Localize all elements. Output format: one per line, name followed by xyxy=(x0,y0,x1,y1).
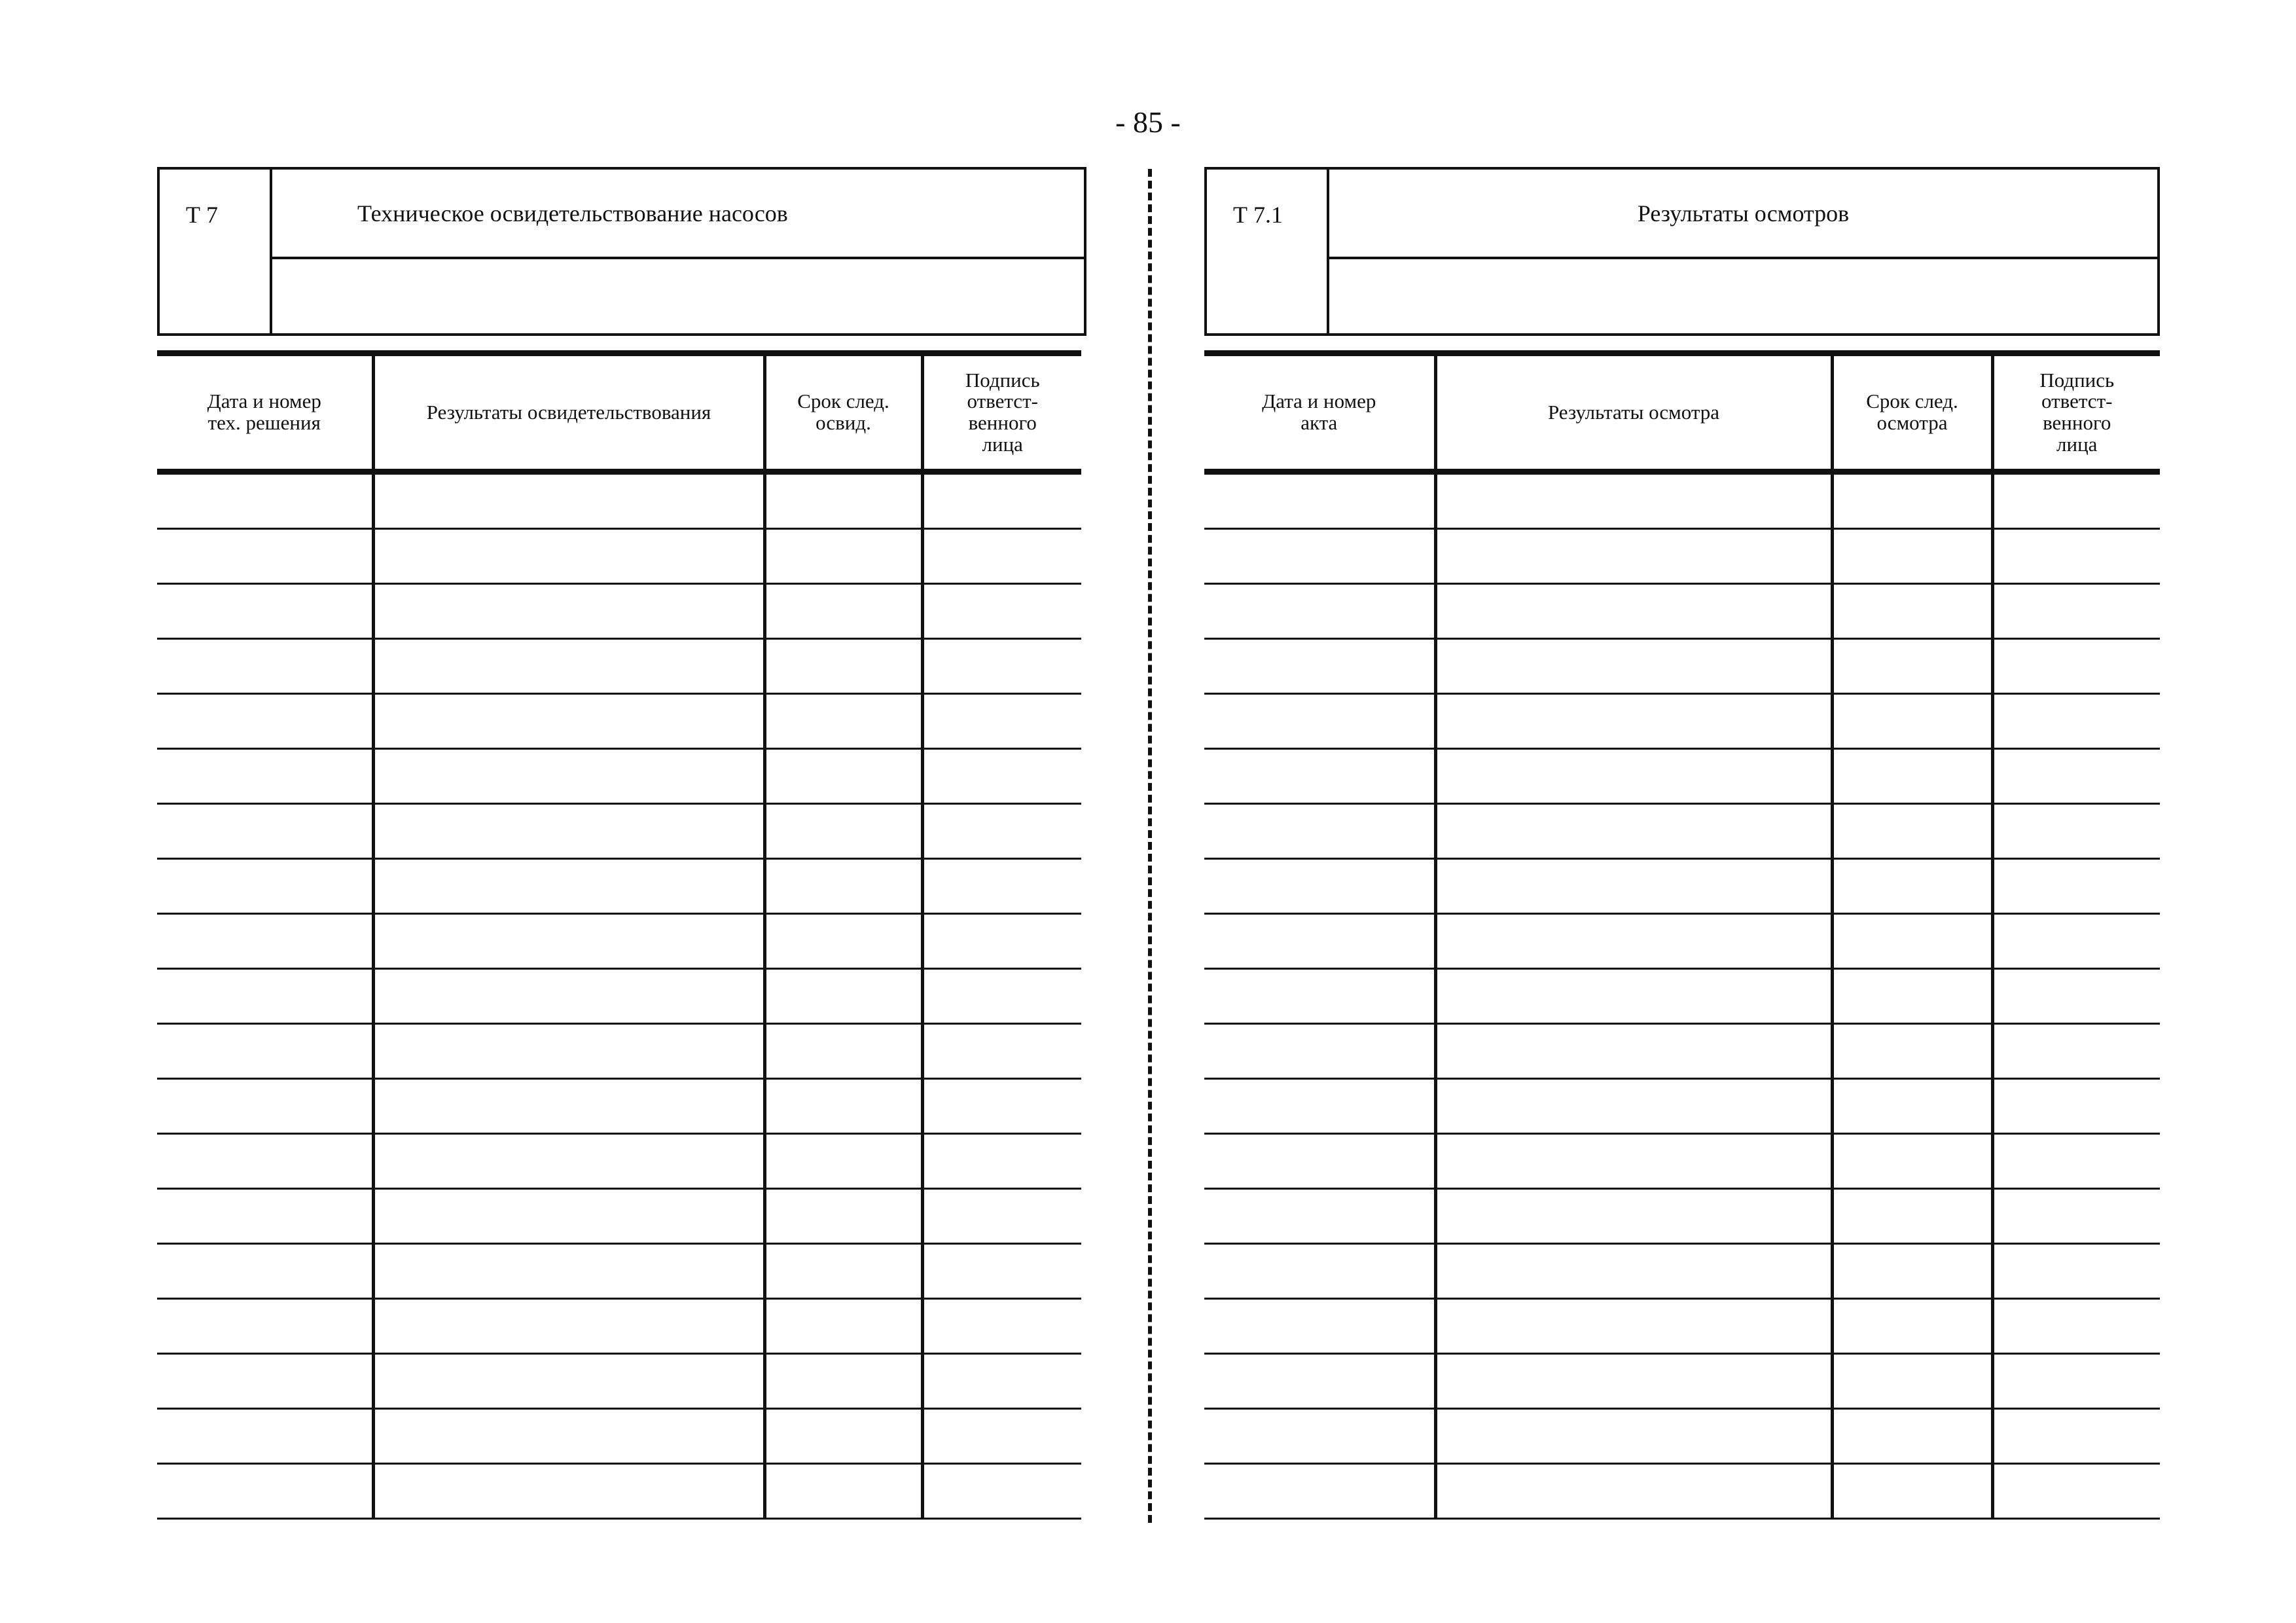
blank-cell[interactable] xyxy=(1435,859,1832,914)
inspection-log-table xyxy=(157,350,1081,1520)
blank-cell[interactable] xyxy=(1992,1464,2160,1519)
column-header-results: Результаты осмотра xyxy=(1435,354,1832,472)
blank-cell[interactable] xyxy=(1204,804,1435,859)
blank-cell[interactable] xyxy=(764,1024,922,1079)
blank-cell[interactable] xyxy=(1435,1354,1832,1409)
table-row xyxy=(157,749,1081,804)
blank-cell[interactable] xyxy=(1992,529,2160,584)
table-row xyxy=(1204,1244,2160,1299)
blank-cell[interactable] xyxy=(157,1409,373,1464)
column-header-signature: Подпись ответст- венного лица xyxy=(922,354,1081,472)
page-number: - 85 - xyxy=(1115,105,1181,139)
blank-cell[interactable] xyxy=(1435,1134,1832,1189)
blank-cell[interactable] xyxy=(157,1299,373,1354)
form-code: Т 7.1 xyxy=(1207,170,1329,333)
page-fold-divider xyxy=(1148,169,1152,1523)
table-row xyxy=(1204,804,2160,859)
blank-cell[interactable] xyxy=(157,1244,373,1299)
column-header-signature: Подпись ответст- венного лица xyxy=(1992,354,2160,472)
blank-cell[interactable] xyxy=(373,859,764,914)
blank-cell[interactable] xyxy=(157,472,373,529)
form-t7 xyxy=(157,167,1086,456)
table-body xyxy=(157,472,1081,1519)
blank-cell[interactable] xyxy=(373,1134,764,1189)
table-row xyxy=(1204,584,2160,639)
blank-cell[interactable] xyxy=(922,749,1081,804)
blank-cell[interactable] xyxy=(373,749,764,804)
column-header-next-date: Срок след. освид. xyxy=(764,354,922,472)
blank-cell[interactable] xyxy=(157,969,373,1024)
blank-cell[interactable] xyxy=(1832,1024,1992,1079)
table-row xyxy=(157,529,1081,584)
table-row xyxy=(1204,472,2160,529)
blank-cell[interactable] xyxy=(922,1409,1081,1464)
table-row xyxy=(157,1024,1081,1079)
blank-cell[interactable] xyxy=(157,804,373,859)
blank-cell[interactable] xyxy=(764,472,922,529)
blank-cell[interactable] xyxy=(1992,914,2160,969)
blank-cell[interactable] xyxy=(1204,529,1435,584)
blank-cell[interactable] xyxy=(1832,1409,1992,1464)
blank-cell[interactable] xyxy=(764,1409,922,1464)
blank-cell[interactable] xyxy=(373,529,764,584)
blank-cell[interactable] xyxy=(1832,804,1992,859)
blank-cell[interactable] xyxy=(1204,584,1435,639)
table-row xyxy=(1204,1079,2160,1134)
table-row xyxy=(1204,1354,2160,1409)
blank-cell[interactable] xyxy=(1435,529,1832,584)
blank-cell[interactable] xyxy=(764,914,922,969)
table-row xyxy=(157,1244,1081,1299)
blank-cell[interactable] xyxy=(922,1464,1081,1519)
blank-cell[interactable] xyxy=(157,749,373,804)
blank-cell[interactable] xyxy=(1992,694,2160,749)
table-row xyxy=(1204,749,2160,804)
blank-cell[interactable] xyxy=(922,1079,1081,1134)
blank-cell[interactable] xyxy=(1992,1024,2160,1079)
blank-cell[interactable] xyxy=(157,1189,373,1244)
blank-cell[interactable] xyxy=(922,694,1081,749)
blank-cell[interactable] xyxy=(1204,639,1435,694)
table-row xyxy=(157,1189,1081,1244)
table-row xyxy=(157,859,1081,914)
blank-cell[interactable] xyxy=(373,694,764,749)
blank-cell[interactable] xyxy=(1435,584,1832,639)
blank-cell[interactable] xyxy=(1435,694,1832,749)
blank-cell[interactable] xyxy=(1204,914,1435,969)
blank-cell[interactable] xyxy=(1992,1299,2160,1354)
blank-cell[interactable] xyxy=(1832,914,1992,969)
blank-cell[interactable] xyxy=(157,639,373,694)
table-row xyxy=(157,914,1081,969)
blank-cell[interactable] xyxy=(922,529,1081,584)
column-header-next-date: Срок след. осмотра xyxy=(1832,354,1992,472)
blank-cell[interactable] xyxy=(1435,1189,1832,1244)
blank-cell[interactable] xyxy=(1992,1189,2160,1244)
blank-cell[interactable] xyxy=(1832,694,1992,749)
blank-cell[interactable] xyxy=(1435,1299,1832,1354)
blank-cell[interactable] xyxy=(1992,1079,2160,1134)
blank-cell[interactable] xyxy=(1832,1299,1992,1354)
blank-cell[interactable] xyxy=(922,584,1081,639)
blank-cell[interactable] xyxy=(1992,1354,2160,1409)
blank-cell[interactable] xyxy=(1992,859,2160,914)
blank-cell[interactable] xyxy=(922,969,1081,1024)
column-header-results: Результаты освидетельствования xyxy=(373,354,764,472)
blank-cell[interactable] xyxy=(1832,969,1992,1024)
blank-cell[interactable] xyxy=(1832,859,1992,914)
blank-cell[interactable] xyxy=(1832,1079,1992,1134)
blank-cell[interactable] xyxy=(373,1354,764,1409)
blank-cell[interactable] xyxy=(1435,969,1832,1024)
blank-cell[interactable] xyxy=(922,639,1081,694)
blank-cell[interactable] xyxy=(1204,859,1435,914)
blank-cell[interactable] xyxy=(1832,529,1992,584)
form-title: Техническое освидетельствование насосов xyxy=(272,170,1084,259)
blank-cell[interactable] xyxy=(1832,472,1992,529)
blank-cell[interactable] xyxy=(1204,969,1435,1024)
blank-cell[interactable] xyxy=(764,529,922,584)
form-t7-1 xyxy=(1204,167,2160,456)
blank-cell[interactable] xyxy=(373,584,764,639)
blank-cell[interactable] xyxy=(764,1189,922,1244)
blank-cell[interactable] xyxy=(922,1189,1081,1244)
blank-cell[interactable] xyxy=(1832,1354,1992,1409)
form-code: Т 7 xyxy=(160,170,272,333)
table-row xyxy=(157,639,1081,694)
table-row xyxy=(1204,1464,2160,1519)
table-row xyxy=(1204,694,2160,749)
blank-cell[interactable] xyxy=(922,1354,1081,1409)
table-row xyxy=(1204,1024,2160,1079)
blank-cell[interactable] xyxy=(373,1079,764,1134)
table-row xyxy=(157,1409,1081,1464)
blank-cell[interactable] xyxy=(1204,1134,1435,1189)
column-header-date: Дата и номер тех. решения xyxy=(157,354,373,472)
blank-cell[interactable] xyxy=(1204,694,1435,749)
blank-cell[interactable] xyxy=(1204,1299,1435,1354)
blank-cell[interactable] xyxy=(373,1464,764,1519)
blank-cell[interactable] xyxy=(922,1024,1081,1079)
blank-cell[interactable] xyxy=(764,1079,922,1134)
table-row xyxy=(157,472,1081,529)
blank-cell[interactable] xyxy=(1204,472,1435,529)
column-header-date: Дата и номер акта xyxy=(1204,354,1435,472)
blank-cell[interactable] xyxy=(1992,804,2160,859)
blank-cell[interactable] xyxy=(1435,1409,1832,1464)
blank-cell[interactable] xyxy=(1832,1244,1992,1299)
blank-cell[interactable] xyxy=(1204,1244,1435,1299)
blank-cell[interactable] xyxy=(1992,1134,2160,1189)
blank-cell[interactable] xyxy=(373,472,764,529)
blank-cell[interactable] xyxy=(1832,1189,1992,1244)
inspection-log-table xyxy=(1204,350,2160,1520)
blank-cell[interactable] xyxy=(1435,472,1832,529)
blank-cell[interactable] xyxy=(157,1134,373,1189)
blank-cell[interactable] xyxy=(764,584,922,639)
table-row xyxy=(157,1464,1081,1519)
blank-cell[interactable] xyxy=(373,1244,764,1299)
blank-cell[interactable] xyxy=(764,1134,922,1189)
blank-cell[interactable] xyxy=(1204,1024,1435,1079)
blank-cell[interactable] xyxy=(157,859,373,914)
blank-cell[interactable] xyxy=(1435,1024,1832,1079)
blank-cell[interactable] xyxy=(373,1299,764,1354)
blank-cell[interactable] xyxy=(373,804,764,859)
blank-cell[interactable] xyxy=(922,1134,1081,1189)
blank-cell[interactable] xyxy=(764,694,922,749)
blank-cell[interactable] xyxy=(1992,639,2160,694)
form-header xyxy=(1204,167,2160,336)
table-row xyxy=(157,969,1081,1024)
blank-cell[interactable] xyxy=(922,1299,1081,1354)
blank-cell[interactable] xyxy=(157,694,373,749)
blank-cell[interactable] xyxy=(373,639,764,694)
blank-cell[interactable] xyxy=(764,1464,922,1519)
blank-cell[interactable] xyxy=(1204,1464,1435,1519)
blank-cell[interactable] xyxy=(373,1409,764,1464)
table-row xyxy=(1204,1299,2160,1354)
blank-cell[interactable] xyxy=(1435,639,1832,694)
blank-cell[interactable] xyxy=(764,804,922,859)
table-row xyxy=(1204,529,2160,584)
blank-cell[interactable] xyxy=(1832,749,1992,804)
blank-cell[interactable] xyxy=(373,969,764,1024)
blank-cell[interactable] xyxy=(1435,1079,1832,1134)
table-row xyxy=(1204,859,2160,914)
blank-cell[interactable] xyxy=(1832,1464,1992,1519)
blank-cell[interactable] xyxy=(764,1244,922,1299)
blank-cell[interactable] xyxy=(157,1079,373,1134)
blank-cell[interactable] xyxy=(1435,1464,1832,1519)
blank-cell[interactable] xyxy=(764,859,922,914)
blank-cell[interactable] xyxy=(1204,1409,1435,1464)
table-row xyxy=(1204,914,2160,969)
blank-cell[interactable] xyxy=(922,472,1081,529)
blank-cell[interactable] xyxy=(1832,584,1992,639)
blank-cell[interactable] xyxy=(764,1354,922,1409)
blank-cell[interactable] xyxy=(1204,1354,1435,1409)
blank-cell[interactable] xyxy=(1992,1409,2160,1464)
blank-cell[interactable] xyxy=(1992,584,2160,639)
blank-cell[interactable] xyxy=(1832,1134,1992,1189)
blank-cell[interactable] xyxy=(157,584,373,639)
table-row xyxy=(157,804,1081,859)
form-title: Результаты осмотров xyxy=(1329,170,2157,259)
blank-cell[interactable] xyxy=(1204,1079,1435,1134)
blank-cell[interactable] xyxy=(1435,1244,1832,1299)
blank-cell[interactable] xyxy=(1435,804,1832,859)
table-row xyxy=(1204,969,2160,1024)
blank-cell[interactable] xyxy=(157,1464,373,1519)
blank-cell[interactable] xyxy=(373,1024,764,1079)
blank-cell[interactable] xyxy=(764,1299,922,1354)
blank-cell[interactable] xyxy=(1992,472,2160,529)
blank-cell[interactable] xyxy=(764,969,922,1024)
blank-cell[interactable] xyxy=(1992,1244,2160,1299)
blank-cell[interactable] xyxy=(922,804,1081,859)
blank-cell[interactable] xyxy=(157,1354,373,1409)
blank-cell[interactable] xyxy=(764,639,922,694)
table-row xyxy=(1204,639,2160,694)
blank-cell[interactable] xyxy=(764,749,922,804)
blank-cell[interactable] xyxy=(1204,749,1435,804)
blank-cell[interactable] xyxy=(1992,969,2160,1024)
blank-cell[interactable] xyxy=(1832,639,1992,694)
table-row xyxy=(157,1079,1081,1134)
blank-cell[interactable] xyxy=(922,1244,1081,1299)
table-row xyxy=(1204,1409,2160,1464)
blank-cell[interactable] xyxy=(922,859,1081,914)
blank-cell[interactable] xyxy=(157,914,373,969)
form-header xyxy=(157,167,1086,336)
table-row xyxy=(157,1299,1081,1354)
blank-cell[interactable] xyxy=(157,529,373,584)
blank-cell[interactable] xyxy=(922,914,1081,969)
blank-cell[interactable] xyxy=(1435,914,1832,969)
blank-cell[interactable] xyxy=(373,1189,764,1244)
blank-cell[interactable] xyxy=(1204,1189,1435,1244)
table-row xyxy=(157,584,1081,639)
table-row xyxy=(157,694,1081,749)
blank-cell[interactable] xyxy=(1435,749,1832,804)
table-row xyxy=(157,1354,1081,1409)
table-row xyxy=(1204,1134,2160,1189)
table-row xyxy=(1204,1189,2160,1244)
blank-cell[interactable] xyxy=(1992,749,2160,804)
table-body xyxy=(1204,472,2160,1519)
blank-cell[interactable] xyxy=(157,1024,373,1079)
blank-cell[interactable] xyxy=(373,914,764,969)
table-row xyxy=(157,1134,1081,1189)
